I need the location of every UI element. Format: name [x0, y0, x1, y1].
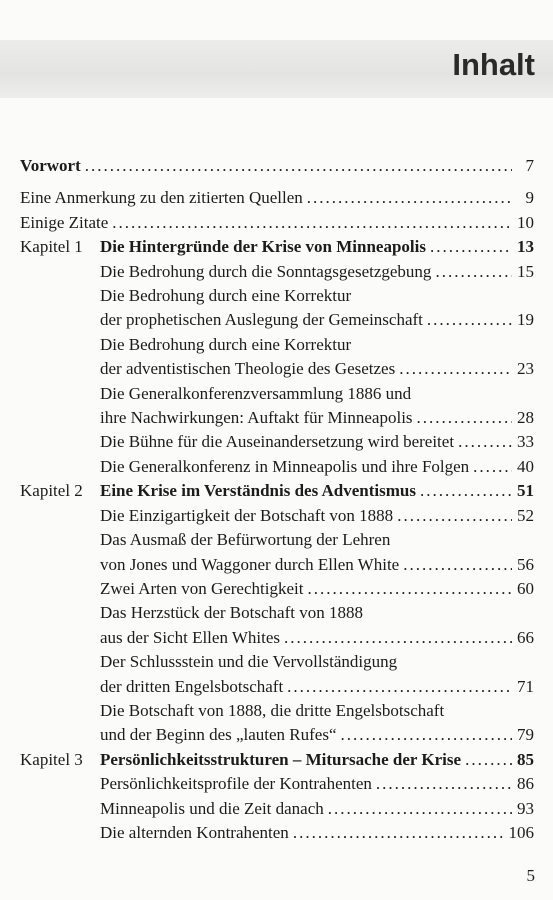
chapter-label: Kapitel 1 — [20, 237, 83, 257]
toc-entry-title: Einige Zitate — [20, 212, 109, 232]
dot-leader — [328, 797, 512, 821]
toc-entry-prophetische-auslegung[interactable] — [100, 284, 534, 333]
toc-page-number: 13 — [517, 237, 534, 257]
dot-leader — [397, 504, 512, 528]
toc-entry-title: Persönlichkeitsstrukturen – Mitursache der Krise — [100, 749, 462, 769]
toc-entry-generalkonferenz-1886[interactable] — [100, 382, 534, 431]
toc-page-number: 23 — [517, 359, 534, 379]
page-title: Inhalt — [452, 47, 535, 82]
dot-leader — [284, 626, 512, 650]
toc-entry-title: Die Einzigartigkeit der Botschaft von 1888 — [100, 505, 394, 525]
toc-entry-title: Die Generalkonferenz in Minneapolis und ihre Folgen — [100, 456, 470, 476]
toc-page-number: 19 — [517, 310, 534, 330]
toc-page-number: 52 — [517, 505, 534, 525]
dot-leader — [465, 748, 512, 772]
toc-page-number: 15 — [517, 261, 534, 281]
toc-page-number: 86 — [517, 774, 534, 794]
dot-leader — [403, 553, 512, 577]
toc-entry-title: ihre Nachwirkungen: Auftakt für Minneapolis — [100, 408, 413, 428]
toc-entry-schlussstein[interactable] — [100, 650, 534, 699]
toc-entry-title: der dritten Engelsbotschaft — [100, 676, 284, 696]
toc-page-number: 93 — [517, 798, 534, 818]
toc-chapter-3[interactable] — [20, 748, 534, 772]
toc-page-number: 66 — [517, 627, 534, 647]
toc-entry-title: aus der Sicht Ellen Whites — [100, 627, 281, 647]
dot-leader — [287, 675, 512, 699]
toc-entry-sonntagsgesetzgebung[interactable] — [100, 260, 534, 284]
toc-entry-title: Die alternden Kontrahenten — [100, 822, 289, 842]
toc-entry-title-line1: Die Generalkonferenzversammlung 1886 und — [100, 383, 412, 403]
toc-entry-title-line1: Der Schlussstein und die Vervollständigung — [100, 652, 398, 672]
dot-leader — [458, 430, 512, 454]
toc-entry-anmerkung[interactable] — [20, 186, 534, 210]
chapter-label: Kapitel 3 — [20, 749, 83, 769]
toc-entry-generalkonferenz-minneapolis[interactable] — [100, 455, 534, 479]
toc-entry-befuerwortung[interactable] — [100, 528, 534, 577]
toc-entry-title: Eine Krise im Verständnis des Adventismus — [100, 481, 416, 501]
dot-leader — [307, 577, 512, 601]
toc-entry-herzstueck[interactable] — [100, 601, 534, 650]
dot-leader — [420, 479, 512, 503]
toc-entry-title-line1: Die Botschaft von 1888, die dritte Engelsbotschaft — [100, 700, 445, 720]
page-number: 5 — [526, 866, 535, 885]
dot-leader — [85, 154, 512, 178]
toc-entry-theologie-gesetzes[interactable] — [100, 333, 534, 382]
toc-entry-zeit-danach[interactable] — [100, 797, 534, 821]
toc-entry-title: Vorwort — [20, 156, 81, 175]
toc-entry-alternde-kontrahenten[interactable] — [100, 821, 534, 845]
toc-entry-title: Persönlichkeitsprofile der Kontrahenten — [100, 774, 372, 794]
toc-chapter-1[interactable] — [20, 235, 534, 259]
toc-entry-buehne[interactable] — [100, 430, 534, 454]
chapter-label: Kapitel 2 — [20, 481, 83, 501]
toc-entry-title: Die Bedrohung durch die Sonntagsgesetzgebung — [100, 261, 432, 281]
toc-page-number: 79 — [517, 725, 534, 745]
toc-entry-title: von Jones und Waggoner durch Ellen White — [100, 554, 400, 574]
toc-entry-gerechtigkeit[interactable] — [100, 577, 534, 601]
toc-entry-lauter-ruf[interactable] — [100, 699, 534, 748]
dot-leader — [427, 308, 512, 332]
toc-page-number: 56 — [517, 554, 534, 574]
toc-entry-title-line1: Die Bedrohung durch eine Korrektur — [100, 334, 352, 354]
toc-entry-persoenlichkeitsprofile[interactable] — [100, 772, 534, 796]
toc-entry-title: der prophetischen Auslegung der Gemeinschaft — [100, 310, 423, 330]
toc-entry-vorwort[interactable] — [20, 154, 534, 178]
dot-leader — [417, 406, 512, 430]
dot-leader — [376, 772, 512, 796]
toc-page-number: 51 — [517, 481, 534, 501]
spacer — [0, 178, 553, 186]
toc-entry-title: und der Beginn des „lauten Rufes“ — [100, 725, 337, 745]
toc-page-number: 28 — [517, 408, 534, 428]
dot-leader — [293, 821, 505, 845]
toc-entry-zitate[interactable] — [20, 211, 534, 235]
dot-leader — [307, 186, 512, 210]
toc-entry-title: Eine Anmerkung zu den zitierten Quellen — [20, 188, 303, 208]
toc-page-number: 9 — [525, 188, 534, 208]
table-of-contents — [0, 154, 553, 845]
toc-entry-einzigartigkeit[interactable] — [100, 504, 534, 528]
dot-leader — [430, 235, 512, 259]
dot-leader — [341, 723, 512, 747]
toc-page-number: 106 — [508, 822, 534, 842]
toc-entry-title: der adventistischen Theologie des Gesetzes — [100, 359, 396, 379]
dot-leader — [399, 357, 512, 381]
toc-entry-title-line1: Das Herzstück der Botschaft von 1888 — [100, 603, 363, 623]
toc-page-number: 60 — [517, 578, 534, 598]
toc-chapter-2[interactable] — [20, 479, 534, 503]
toc-page-number: 33 — [517, 432, 534, 452]
toc-entry-title: Minneapolis und die Zeit danach — [100, 798, 324, 818]
toc-entry-title: Die Hintergründe der Krise von Minneapolis — [100, 237, 426, 257]
toc-entry-title-line1: Die Bedrohung durch eine Korrektur — [100, 286, 352, 306]
dot-leader — [473, 455, 512, 479]
toc-entry-title-line1: Das Ausmaß der Befürwortung der Lehren — [100, 530, 391, 550]
toc-page-number: 85 — [517, 749, 534, 769]
toc-page-number: 7 — [525, 156, 534, 175]
toc-entry-title: Zwei Arten von Gerechtigkeit — [100, 578, 304, 598]
toc-page-number: 40 — [517, 456, 534, 476]
dot-leader — [435, 260, 512, 284]
toc-page-number: 71 — [517, 676, 534, 696]
dot-leader — [112, 211, 512, 235]
toc-entry-title: Die Bühne für die Auseinandersetzung wird bereitet — [100, 432, 455, 452]
toc-page-number: 10 — [517, 212, 534, 232]
